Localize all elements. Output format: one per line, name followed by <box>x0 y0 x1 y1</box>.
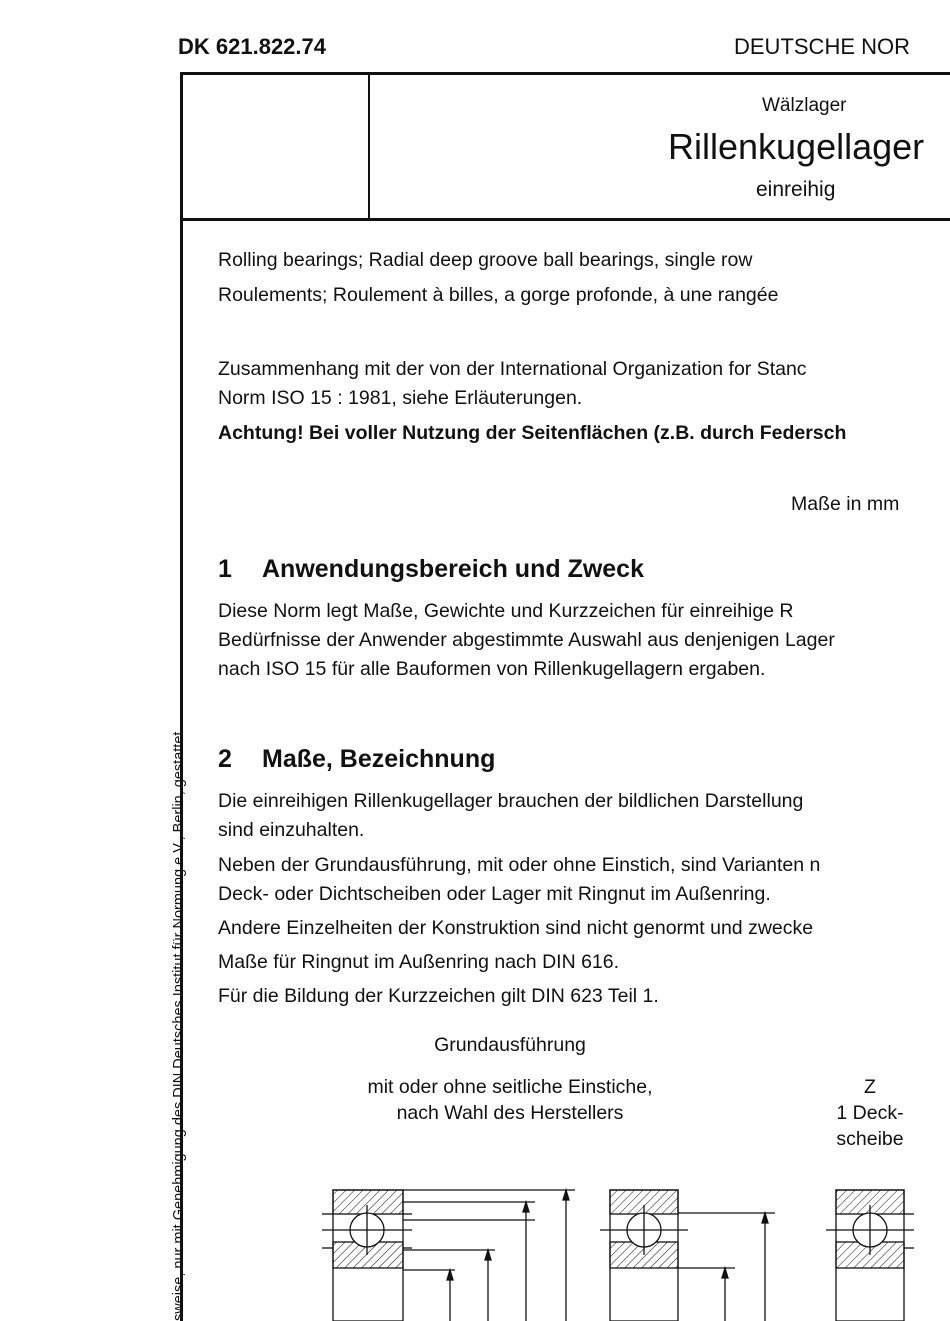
dk-number: DK 621.822.74 <box>178 34 326 59</box>
section-1-number: 1 <box>218 555 232 583</box>
section-2-line: Maße für Ringnut im Außenring nach DIN 616. <box>218 951 620 973</box>
french-title: Roulements; Roulement à billes, a gorge profonde, à une rangée <box>218 284 779 306</box>
relation-line-2: Norm ISO 15 : 1981, siehe Erläuterungen. <box>218 387 583 409</box>
relation-line-1: Zusammenhang mit der von der International Organization for Stanc <box>218 358 807 380</box>
copyright-side-note: sweise, nur mit Genehmigung des DIN Deutsches Institut für Normung e.V., Berlin, gestattet. <box>171 727 187 1321</box>
section-1-line: nach ISO 15 für alle Bauformen von Rillenkugellagern ergaben. <box>218 658 766 680</box>
bearing-section-z-variant <box>826 1190 914 1321</box>
bearing-section-basic-second-view <box>600 1190 775 1321</box>
bearing-section-basic <box>322 1190 575 1321</box>
figure-heading: Grundausführung <box>434 1034 586 1056</box>
section-1-title: Anwendungsbereich und Zweck <box>262 555 644 583</box>
norm-label: DEUTSCHE NOR <box>734 34 911 59</box>
variant-code: Z <box>864 1076 876 1098</box>
section-2-number: 2 <box>218 745 232 773</box>
section-2-line: Andere Einzelheiten der Konstruktion sind nicht genormt und zwecke <box>218 917 814 939</box>
section-1-line: Diese Norm legt Maße, Gewichte und Kurzzeichen für einreihige R <box>218 600 794 622</box>
variant-caption-line-1: 1 Deck- <box>836 1102 904 1124</box>
title-category: Wälzlager <box>762 95 847 116</box>
section-2-line: sind einzuhalten. <box>218 819 365 841</box>
figure-caption-line-1: mit oder ohne seitliche Einstiche, <box>367 1076 653 1098</box>
section-2-line: Neben der Grundausführung, mit oder ohne Einstich, sind Varianten n <box>218 854 821 876</box>
section-2-title: Maße, Bezeichnung <box>262 745 496 773</box>
warning-text: Achtung! Bei voller Nutzung der Seitenflächen (z.B. durch Federsch <box>218 422 847 444</box>
section-2-line: Die einreihigen Rillenkugellager brauchen der bildlichen Darstellung <box>218 790 804 812</box>
english-title: Rolling bearings; Radial deep groove ball bearings, single row <box>218 249 753 271</box>
section-1-line: Bedürfnisse der Anwender abgestimmte Auswahl aus denjenigen Lager <box>218 629 835 651</box>
section-2-line: Für die Bildung der Kurzzeichen gilt DIN 623 Teil 1. <box>218 985 659 1007</box>
variant-caption-line-2: scheibe <box>836 1128 904 1150</box>
units-note: Maße in mm <box>791 493 900 515</box>
section-2-line: Deck- oder Dichtscheiben oder Lager mit Ringnut im Außenring. <box>218 883 771 905</box>
page-subtitle: einreihig <box>756 178 836 201</box>
page-title: Rillenkugellager <box>668 126 925 167</box>
figure-caption-line-2: nach Wahl des Herstellers <box>396 1102 624 1124</box>
